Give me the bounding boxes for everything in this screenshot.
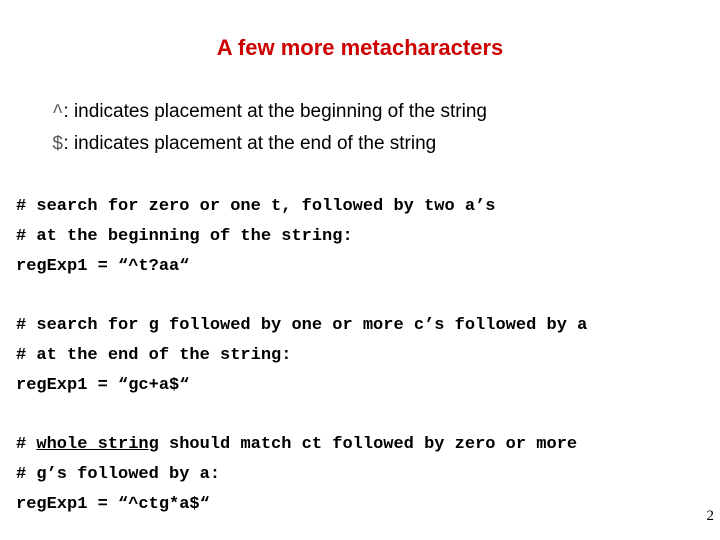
- bullet-text: : indicates placement at the end of the string: [63, 133, 437, 154]
- slide-title: A few more metacharacters: [216, 35, 504, 60]
- code-comment: # search for g followed by one or more c’s followed by a: [16, 316, 588, 335]
- code-statement: regExp1 = “gc+a$“: [16, 376, 190, 395]
- underlined-phrase: whole string: [36, 435, 159, 454]
- bullet-text: : indicates placement at the beginning of the string: [63, 101, 487, 122]
- metacharacter-list: [52, 96, 487, 160]
- code-comment: [16, 430, 577, 460]
- example-2: [16, 311, 587, 401]
- code-comment: # search for zero or one t, followed by two a’s: [16, 197, 496, 216]
- example-1: [16, 192, 495, 282]
- list-item: [52, 96, 487, 128]
- code-statement: regExp1 = “^t?aa“: [16, 257, 190, 276]
- code-comment: # at the beginning of the string:: [16, 227, 353, 246]
- code-comment: # at the end of the string:: [16, 346, 292, 365]
- code-comment: # g’s followed by a:: [16, 465, 221, 484]
- caret-symbol: ^: [52, 101, 64, 123]
- page-number: 2: [706, 508, 714, 524]
- code-statement: regExp1 = “^ctg*a$“: [16, 495, 210, 514]
- comment-prefix: #: [16, 435, 37, 454]
- comment-suffix: should match ct followed by zero or more: [158, 435, 578, 454]
- dollar-symbol: $: [52, 133, 64, 155]
- example-3: [16, 430, 577, 520]
- list-item: [52, 128, 487, 160]
